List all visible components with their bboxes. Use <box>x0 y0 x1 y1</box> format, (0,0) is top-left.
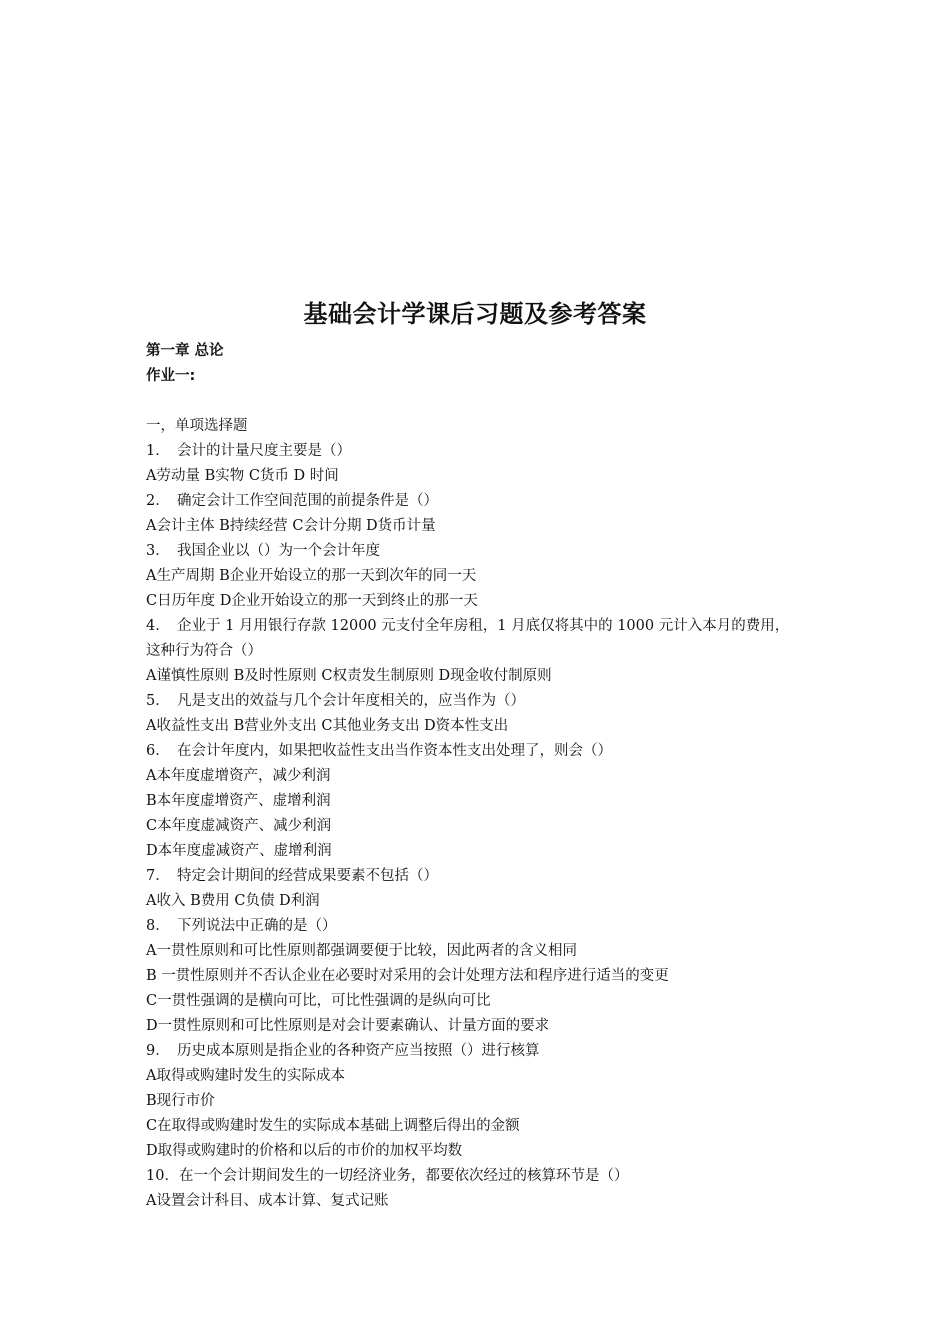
question-4: 4． 企业于 1 月用银行存款 12000 元支付全年房租，1 月底仅将其中的 1000 元计入本月的费用， <box>146 618 790 634</box>
question-9-option-b: B现行市价 <box>146 1093 215 1109</box>
question-5-options: A收益性支出 B营业外支出 C其他业务支出 D资本性支出 <box>146 718 509 734</box>
question-6-option-b: B本年度虚增资产、虚增利润 <box>146 793 331 809</box>
question-1-options: A劳动量 B实物 C货币 D 时间 <box>146 468 339 484</box>
question-2-options: A会计主体 B持续经营 C会计分期 D货币计量 <box>146 518 436 534</box>
question-2: 2． 确定会计工作空间范围的前提条件是（） <box>146 493 438 509</box>
question-8-option-d: D一贯性原则和可比性原则是对会计要素确认、计量方面的要求 <box>146 1018 550 1034</box>
question-9-option-a: A取得或购建时发生的实际成本 <box>146 1068 345 1084</box>
question-6: 6． 在会计年度内，如果把收益性支出当作资本性支出处理了，则会（） <box>146 743 612 759</box>
question-3-options-ab: A生产周期 B企业开始设立的那一天到次年的同一天 <box>146 568 477 584</box>
question-8-option-b: B 一贯性原则并不否认企业在必要时对采用的会计处理方法和程序进行适当的变更 <box>146 968 669 984</box>
question-7-options: A收入 B费用 C负债 D利润 <box>146 893 320 909</box>
question-8-option-a: A一贯性原则和可比性原则都强调要便于比较，因此两者的含义相同 <box>146 943 577 959</box>
question-1: 1． 会计的计量尺度主要是（） <box>146 443 351 459</box>
question-9: 9． 历史成本原则是指企业的各种资产应当按照（）进行核算 <box>146 1043 540 1059</box>
question-9-option-d: D取得或购建时的价格和以后的市价的加权平均数 <box>146 1143 463 1159</box>
question-6-option-d: D本年度虚减资产、虚增利润 <box>146 843 332 859</box>
question-7: 7． 特定会计期间的经营成果要素不包括（） <box>146 868 438 884</box>
question-3-options-cd: C日历年度 D企业开始设立的那一天到终止的那一天 <box>146 593 478 609</box>
section-heading: 一，单项选择题 <box>146 418 248 434</box>
blank-line <box>146 389 816 414</box>
question-8-option-c: C一贯性强调的是横向可比，可比性强调的是纵向可比 <box>146 993 491 1009</box>
chapter-heading: 第一章 总论 <box>146 343 224 359</box>
question-5: 5． 凡是支出的效益与几个会计年度相关的，应当作为（） <box>146 693 525 709</box>
question-10-option-a: A设置会计科目、成本计算、复式记账 <box>146 1193 389 1209</box>
question-6-option-a: A本年度虚增资产，减少利润 <box>146 768 331 784</box>
question-6-option-c: C本年度虚减资产、减少利润 <box>146 818 332 834</box>
assignment-heading: 作业一: <box>146 368 196 384</box>
question-10: 10．在一个会计期间发生的一切经济业务，都要依次经过的核算环节是（） <box>146 1168 629 1184</box>
question-8: 8． 下列说法中正确的是（） <box>146 918 337 934</box>
question-4-options: A谨慎性原则 B及时性原则 C权责发生制原则 D现金收付制原则 <box>146 668 552 684</box>
document-title: 基础会计学课后习题及参考答案 <box>303 300 647 328</box>
question-4-continued: 这种行为符合（） <box>146 643 262 659</box>
document-body <box>146 339 816 1214</box>
question-3: 3． 我国企业以（）为一个会计年度 <box>146 543 380 559</box>
question-9-option-c: C在取得或购建时发生的实际成本基础上调整后得出的金额 <box>146 1118 520 1134</box>
